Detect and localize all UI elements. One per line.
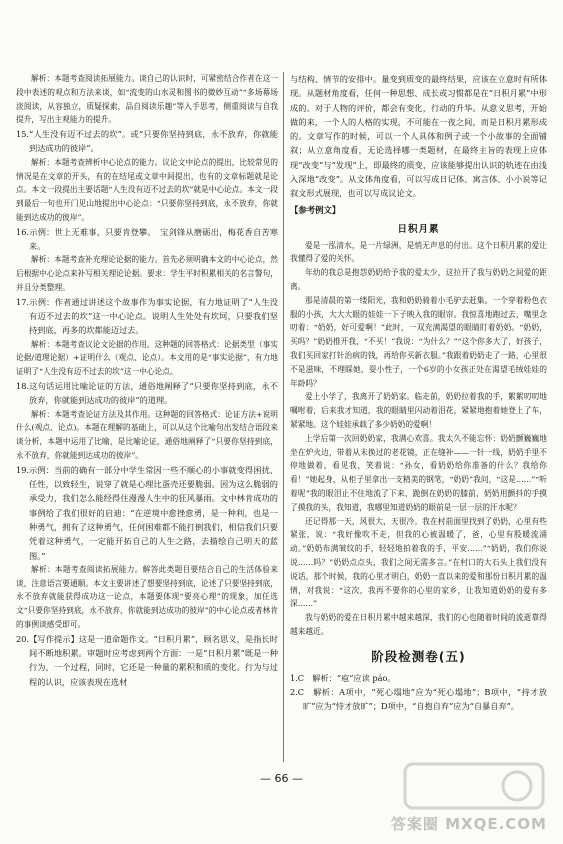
right-column bbox=[290, 72, 547, 772]
q17-analysis: 解析：本题考查议论文论据的作用。这种题的回答格式：论据类型（事实论据/道理论据）+证明什么（观点、论点）。本文用的是“事实论据”，有力地证明了“人生没有迈不过去的坎”这一中心论点。 bbox=[16, 339, 278, 377]
q20-writing-tip: 20.【写作提示】这是一道命题作文。“日积月累”，顾名思义，是指长时间不断地积累。审题时应考虑到两个方面：一是“日积月累”既是一种行为，一个过程，同时，它还是一种量的累积和质的变化。行为与过程的认识，应该表现在选材 bbox=[16, 633, 278, 687]
q17-answer: 17.示例：作者通过讲述这个故事作为事实论据，有力地证明了“人生没有迈不过去的坎”这一中心论点。说明人生处处有坎坷，只要我们坚持到底，再多的坎都能迈过去。 bbox=[16, 296, 278, 336]
q15-answer: 15.“人生没有迈不过去的坎”。或“只要你坚持到底，永不放弃，你就能到达成功的彼岸”。 bbox=[16, 129, 278, 154]
q2-answer: 2.C 解析：A项中，“死心塌地”应为“死心塌地”；B项中，“持才放旷”应为“恃才放旷”；D项中，“自抱自弃”应为“自暴自弃”。 bbox=[290, 687, 547, 712]
essay-paragraph: 年幼的我总是抱怨奶奶给予我的爱太少，这拉开了我与奶奶之间爱的距离。 bbox=[290, 268, 547, 292]
essay-paragraph: 那是清晨的第一缕阳光，我和奶奶骑着小毛驴去赶集。一个穿着粉色衣服的小孩，大大大眼的娃娃一下子映入我的眼帘。我惊喜地跑过去，嘴里念叨着：“奶奶，好可爱啊！”此时，一双充满渴望的眼睛盯着奶奶。“奶奶，买吗？”奶奶推开我，“不买！”我说：“为什么？”“这个你多大了，好孩子，我们买回家打针治病的钱，再给你买新衣服。”我跟着奶奶走了一路，心里很不是滋味，不理睬她，耍小性子，一个6岁的小女孩正处在渴望毛绒娃娃的年龄吗？ bbox=[290, 295, 547, 388]
essay-paragraph: 还记得那一天，风很大，天很冷。我在村前面里找到了奶奶，心里有些紧张，说：“我好像吹不走，但我的心被温暖了，爸，心里有股暖流涌动。”奶奶布满皱纹的手，轻轻地拍着我的手，平安……”“奶奶，我们你说说……吗？”奶奶点点头，我们之间无需多言。”在村口的大石头上我们没有说话，那个时候，我的心里才明白，奶奶一直以来的爱和那份日积月累的温情，对我说：“这次，我再不要你的心里的家乡，让我知道奶奶的爱有多深……” bbox=[290, 516, 547, 609]
stage-test-title: 阶段检测卷(五) bbox=[371, 648, 466, 664]
q19-answer: 19.示例：当前的确有一部分中学生常因一些不顺心的小事就变得困扰、任性，以致轻生，说穿了就是心理比蛋壳还要脆弱。因为这么脆弱的承受力，我们怎么能经得住漫漫人生中的狂风暴雨。文中林肯成功的事例给了我们很好的启迪：“在逆境中愈挫愈勇，是一种利，也是一种勇气，拥有了这种勇气，任何困难都不能打倒我们，相信我们只要凭着这种勇气，一定能开拓自己的人生之路，去描绘自己明天的蓝图。” bbox=[16, 464, 278, 561]
q1-answer: 1.C 解析：“庖”应读 páo。 bbox=[290, 672, 396, 683]
q16-analysis: 解析：本题考查补充理论论据的能力。首先必须明确本文的中心论点，然后根据中心论点来补写相关理论论据。要求：学生平时积累相关的名言警句，并且分类整理。 bbox=[16, 255, 278, 292]
q19-analysis: 解析：本题考查阅读拓展能力。解答此类题目要结合自己的生活体验来谈，注意语言要通顺。本文主要讲述了想要坚持到底，论述了只要坚持到底，永不放弃就能获得成功这一论点，本题要体现“要亮心理”的现象，加任选文“只要你坚持到底，永不放弃，你就能到达成功的彼岸”的中心论点或者林肯的事例谈感受即可。 bbox=[16, 564, 278, 630]
left-column bbox=[16, 72, 278, 764]
watermark-text: 答案圈 MXQE.COM bbox=[390, 815, 547, 833]
page-number: — 66 — bbox=[260, 772, 303, 785]
reference-essay-label: 【参考例文】 bbox=[290, 204, 341, 215]
essay-paragraph: 我与奶奶的爱在日积月累中越来越深，我们的心也随着时间的流逝靠得越来越近。 bbox=[290, 613, 547, 636]
q16-answer: 16.示例：世上无难事，只要肯登攀。 宝剑锋从磨砺出，梅花香自苦寒来。 bbox=[16, 226, 278, 252]
essay-paragraph: 爱是一泓清水，是一片绿洲，是悄无声息的付出。这个日积月累的爱让我懂得了爱的关怀。 bbox=[290, 240, 547, 264]
essay-title: 日积月累 bbox=[397, 223, 440, 235]
column-divider bbox=[283, 72, 284, 762]
q15-analysis: 解析：本题考查辨析中心论点的能力。议论文中论点的提出，比较常见的情况是在文章的开头，有的在结尾或文章中间提出，也有的文章标题就是论点。本文一段提出主要话题“人生没有迈不过去的坎”就是中心论点。本文一段到最后一句也开门见山地提出中心论点：“只要你坚持到底，永不放弃，你就能到达成功的彼岸”。 bbox=[16, 157, 278, 222]
q18-answer: 18.这句话运用比喻论证的方法，通俗地阐释了“只要你坚持到底，永不放弃，你就能到达成功的彼岸”的道理。 bbox=[16, 381, 278, 406]
q20-continued: 与结构、情节的安排中。量变到质变的最终结果，应该在立意时有所体现。从题材角度看，任何一种思想、成长或习惯都是在“日积月累”中形成的。对于人物的评价，都会有变化，行动的升华。从意义思考，开始做的来，一个人的人格的实现，不可能在一夜之间，而是日积月累形成的。文章写作的时候，可以一个人具体和例子或一个小故事的全面铺叙；从立意角度看，无论选择哪一类题材，在最终主旨的表现上应体现“改变”与“发现”上，即最终的质变，应该能够提出认识的轨迹在由浅入深地“改变”。从文体角度看，可以写成日记体、寓言体、小小说等记叙文形式展现，也可以写成议论文。 bbox=[290, 74, 547, 199]
essay-paragraph: 上学后第一次回奶奶家，我满心欢喜。我太久不能忘怀：奶奶颤巍巍地坐在炉火边，带着从未换过的老花镜，正在缝补——一针一线，奶奶手里不停地做着，看见我，笑着说：“孙女，看奶奶给你准备的什么？我给你看！”她起身，从柜子里拿出一支精美的钢笔，“奶奶”我问，“这是……”“听着呢”我的眼泪止不住地流了下来，跪倒在奶奶的膝前，奶奶用颤抖的手摸了摸我的头，我知道，我哪里知道奶奶的眼前是一层一层的汗水呢？ bbox=[290, 433, 547, 512]
q18-analysis: 解析：本题考查论证方法及其作用。这种题的回答格式：论证方法+说明什么(观点、论点)。本题在理解的基础上，可以从这个比喻句出发结合语段来谈分析，本题中运用了比喻，是比喻论证，通俗地阐释了“只要你坚持到底，永不放弃，你就能到达成功的彼岸”。 bbox=[16, 409, 278, 461]
q14-analysis: 解析：本题考查阅读拓展能力。谈自己的认识时，可紧密结合作者在这一段中表述的观点和方法来谈，如“流变的山水灵和图书的微妙互动”“多场幕场淡阅读，从容独立，质疑探索，品自阅读乐趣”等入手思考，侧重阅读与自我提升，写出主观能力的提升。 bbox=[16, 74, 278, 125]
essay-paragraph: 爱上小学了，我离开了奶奶家。临走前，奶奶拉着我的手，絮絮叨叨地嘱咐着，后来我才知道，我的眼睛里闪动着泪花，紧紧地抱着她登上了车，紧紧地。这个娃娃承载了多少奶奶的爱啊！ bbox=[290, 392, 547, 430]
